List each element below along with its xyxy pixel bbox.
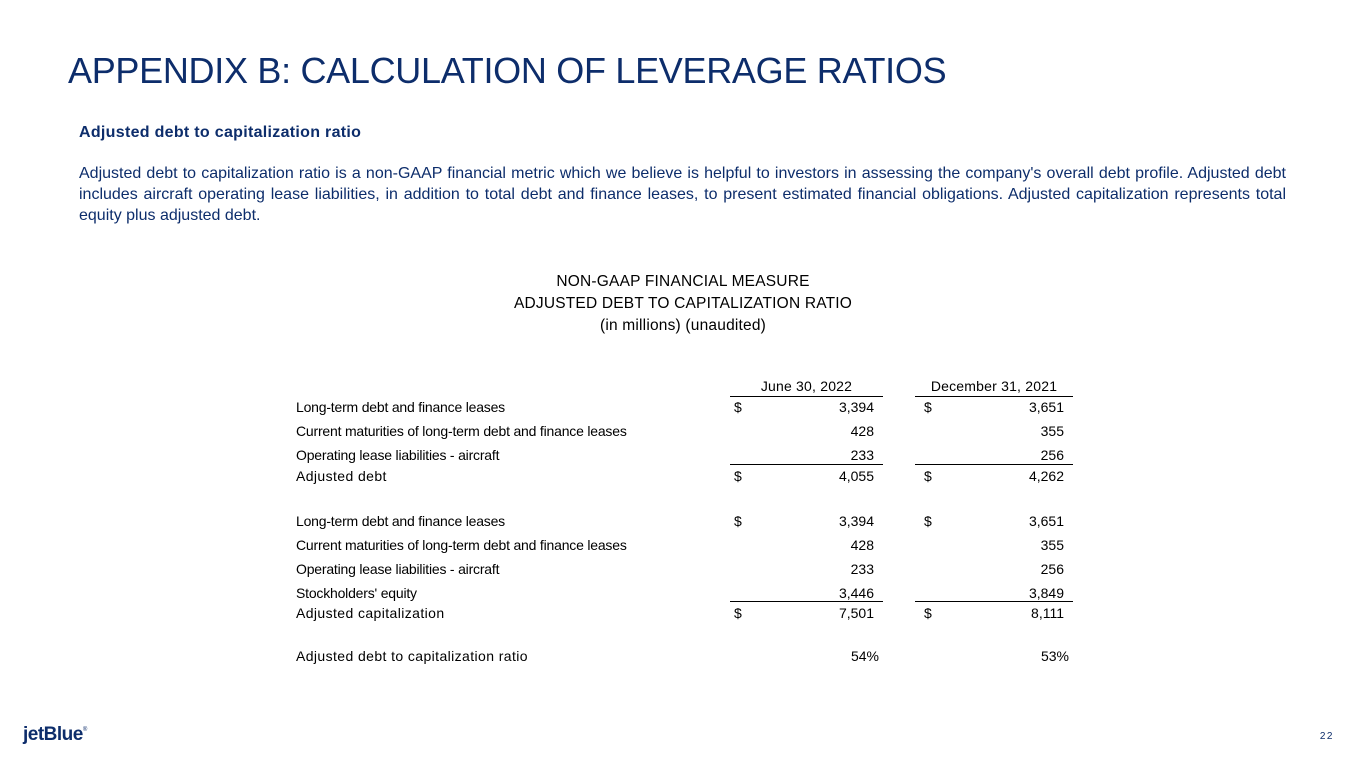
table-row (0, 561, 1365, 581)
currency-symbol: $ (734, 513, 742, 529)
table-heading-line-2: ADJUSTED DEBT TO CAPITALIZATION RATIO (513, 295, 853, 312)
registered-mark: ® (82, 727, 87, 733)
currency-symbol: $ (924, 399, 932, 415)
value-june-2022: 54% (850, 648, 879, 664)
value-june-2022: 428 (850, 423, 874, 439)
value-december-2021: 4,262 (1028, 468, 1064, 484)
table-row (0, 399, 1365, 419)
value-june-2022: 4,055 (838, 468, 874, 484)
section-subtitle: Adjusted debt to capitalization ratio (79, 124, 362, 141)
subtotal-rule (915, 464, 1073, 465)
row-label: Operating lease liabilities - aircraft (296, 561, 500, 577)
row-label: Adjusted debt to capitalization ratio (296, 648, 528, 664)
table-heading (433, 271, 933, 337)
row-label: Adjusted capitalization (296, 605, 445, 621)
page-title: APPENDIX B: CALCULATION OF LEVERAGE RATIOS (68, 50, 947, 91)
table-heading-line-3: (in millions) (unaudited) (599, 317, 767, 334)
currency-symbol: $ (924, 513, 932, 529)
subtotal-rule (730, 464, 883, 465)
value-june-2022: 7,501 (838, 605, 874, 621)
row-label: Long-term debt and finance leases (296, 399, 505, 415)
value-december-2021: 256 (1040, 447, 1064, 463)
description-paragraph: Adjusted debt to capitalization ratio is a non-GAAP financial metric which we believe is helpful to investors in assessing the company's overall debt profile. Adjusted debt includes aircraft operating lease liabilities, in addition to total debt and finance leases, to present estimated financial obligations. Adjusted capitalization represents total equity plus adjusted debt. (79, 165, 1286, 224)
page-number: 22 (1319, 731, 1334, 742)
row-label: Adjusted debt (296, 468, 387, 484)
row-label: Current maturities of long-term debt and finance leases (296, 537, 627, 553)
value-december-2021: 355 (1040, 537, 1064, 553)
value-june-2022: 3,394 (838, 513, 874, 529)
value-december-2021: 355 (1040, 423, 1064, 439)
currency-symbol: $ (924, 468, 932, 484)
jetblue-logo (23, 724, 87, 746)
table-heading-line-1: NON-GAAP FINANCIAL MEASURE (556, 273, 810, 290)
currency-symbol: $ (734, 399, 742, 415)
value-december-2021: 3,849 (1028, 585, 1064, 601)
value-december-2021: 256 (1040, 561, 1064, 577)
value-june-2022: 428 (850, 537, 874, 553)
table-row (0, 423, 1365, 443)
row-label: Long-term debt and finance leases (296, 513, 505, 529)
value-december-2021: 3,651 (1028, 399, 1064, 415)
currency-symbol: $ (924, 605, 932, 621)
value-june-2022: 233 (850, 447, 874, 463)
table-row (0, 585, 1365, 605)
subtotal-row (0, 605, 1365, 625)
value-june-2022: 3,394 (838, 399, 874, 415)
ratio-row (0, 648, 1365, 668)
row-label: Operating lease liabilities - aircraft (296, 447, 500, 463)
column-header-june-2022: June 30, 2022 (730, 378, 883, 397)
logo-text: jetBlue (23, 724, 83, 745)
subtotal-rule (730, 601, 883, 602)
table-row (0, 537, 1365, 557)
value-june-2022: 3,446 (838, 585, 874, 601)
subtotal-row (0, 468, 1365, 488)
value-june-2022: 233 (850, 561, 874, 577)
table-row (0, 447, 1365, 467)
value-december-2021: 3,651 (1028, 513, 1064, 529)
value-december-2021: 8,111 (1031, 605, 1064, 621)
currency-symbol: $ (734, 605, 742, 621)
subtotal-rule (915, 601, 1073, 602)
table-row (0, 513, 1365, 533)
currency-symbol: $ (734, 468, 742, 484)
row-label: Stockholders' equity (296, 585, 417, 601)
value-december-2021: 53% (1040, 648, 1069, 664)
row-label: Current maturities of long-term debt and finance leases (296, 423, 627, 439)
column-header-december-2021: December 31, 2021 (915, 378, 1073, 397)
